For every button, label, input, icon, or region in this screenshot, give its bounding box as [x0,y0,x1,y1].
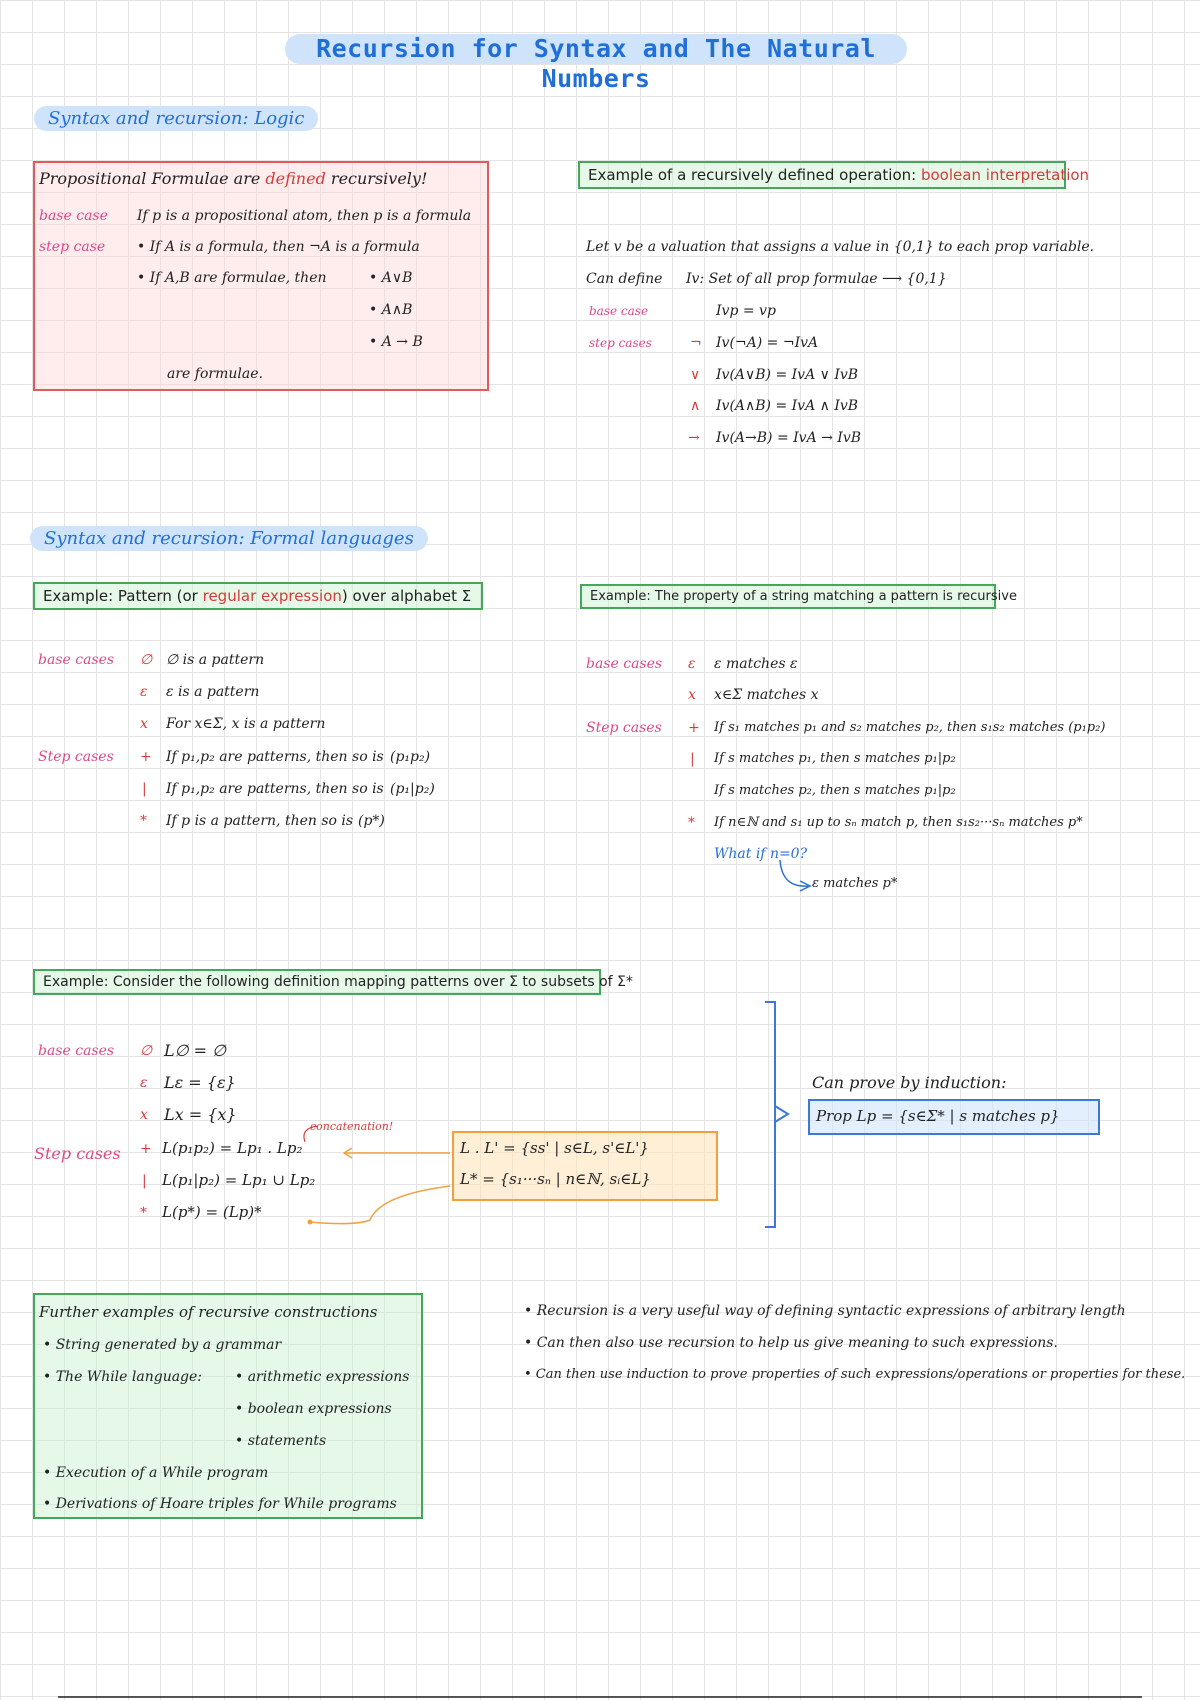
concat-definition: L . L' = {ss' | s∈L, s'∈L'} [460,1139,649,1157]
mapping-header: Example: Consider the following definition mapping patterns over Σ to subsets of Σ* [33,969,601,995]
star-definition: L* = {s₁···sₙ | n∈ℕ, sᵢ∈L} [460,1170,651,1188]
prop-heading-defined: defined [265,169,326,188]
prop-step-label: step case [39,239,106,255]
pattern-header-a: Example: Pattern (or [43,587,203,605]
interp-eq-implies: Iv(A→B) = IvA → IvB [716,430,862,446]
lang-step-text: L(p*) = (Lp)* [162,1203,262,1221]
match-base-sym: ε [688,656,696,672]
lang-base-sym: x [140,1107,148,1123]
pattern-base-label: base cases [38,652,115,668]
prop-footer: are formulae. [167,366,263,382]
proposition-text: Prop Lp = {s∈Σ* | s matches p} [816,1107,1060,1125]
further-item: • The While language: [43,1369,203,1385]
pattern-step-sym: | [142,781,147,797]
lang-base-text: Lε = {ε} [164,1073,236,1092]
further-subitem: • boolean expressions [235,1401,392,1417]
prop-step1: • If A is a formula, then ¬A is a formula [137,239,420,255]
pattern-base-text: ∅ is a pattern [166,652,265,668]
lang-step-text: L(p₁|p₂) = Lp₁ ∪ Lp₂ [162,1171,316,1189]
lang-base-sym: ∅ [140,1043,153,1059]
interpretation-header-a: Example of a recursively defined operation: [588,166,921,184]
prop-formula-implies: • A → B [369,334,423,350]
pattern-step-text: If p is a pattern, then so is [166,813,354,829]
pattern-header-c: ) over alphabet Σ [341,587,472,605]
section-logic-pill: Syntax and recursion: Logic [34,106,318,131]
match-step-text: If s matches p₁, then s matches p₁|p₂ [714,751,956,766]
further-examples-header: Further examples of recursive constructions [39,1303,378,1321]
what-if-question: What if n=0? [714,846,808,862]
match-base-text: x∈Σ matches x [714,687,819,703]
concatenation-note: concatenation! [310,1120,394,1133]
lang-base-label: base cases [38,1043,115,1059]
match-step-sym: * [688,815,695,831]
prop-heading-a: Propositional Formulae are [39,169,266,188]
match-step-text: If n∈ℕ and s₁ up to sₙ match p, then s₁s₂···sₙ matches p* [714,815,1083,830]
interp-base-eq: Ivp = vp [716,303,776,319]
lang-base-text: Lx = {x} [164,1105,237,1124]
pattern-step-res: (p₁p₂) [390,749,431,765]
lang-step-sym: + [140,1141,152,1157]
interp-step-label: step cases [589,336,652,350]
interp-sym-implies: → [688,430,700,446]
pattern-step-text: If p₁,p₂ are patterns, then so is [166,781,384,797]
matching-header: Example: The property of a string matching a pattern is recursive [580,584,996,609]
interp-sym-and: ∧ [690,398,701,414]
match-step-sym: + [688,720,700,736]
match-step-text: If s₁ matches p₁ and s₂ matches p₂, then s₁s₂ matches (p₁p₂) [714,720,1106,735]
summary-note: • Recursion is a very useful way of defining syntactic expressions of arbitrary length [524,1303,1126,1319]
can-prove-label: Can prove by induction: [812,1073,1007,1092]
section-formal-languages-pill: Syntax and recursion: Formal languages [30,526,428,551]
further-item: • Execution of a While program [43,1465,269,1481]
concat-note-curve [304,1126,318,1142]
lang-step-label: Step cases [34,1144,121,1163]
interpretation-header-b: boolean interpretation [920,166,1090,184]
pattern-base-sym: ε [140,684,148,700]
page-title: Recursion for Syntax and The Natural Numbers [285,34,907,64]
pattern-base-sym: x [140,716,148,732]
interp-definition: Iv: Set of all prop formulae ⟶ {0,1} [686,271,947,287]
pattern-header-regex: regular expression [202,587,342,605]
prop-heading-c: recursively! [325,169,428,188]
further-item: • Derivations of Hoare triples for While programs [43,1496,397,1512]
further-subitem: • arithmetic expressions [235,1369,410,1385]
pattern-step-sym: * [140,813,147,829]
can-define-label: Can define [586,271,663,287]
lang-step-sym: | [142,1173,147,1189]
interp-sym-not: ¬ [690,335,702,351]
prop-formula-or: • A∨B [369,270,413,286]
lang-base-sym: ε [140,1075,148,1091]
match-base-text: ε matches ε [714,656,798,672]
match-base-sym: x [688,687,696,703]
pattern-base-text: ε is a pattern [166,684,260,700]
pattern-base-sym: ∅ [140,652,153,668]
interp-eq-not: Iv(¬A) = ¬IvA [716,335,819,351]
pattern-step-res: (p*) [358,813,385,829]
pattern-step-text: If p₁,p₂ are patterns, then so is [166,749,384,765]
match-base-label: base cases [586,656,663,672]
interp-eq-or: Iv(A∨B) = IvA ∨ IvB [716,367,859,383]
pattern-step-label: Step cases [38,749,114,765]
summary-note: • Can then also use recursion to help us give meaning to such expressions. [524,1335,1058,1351]
epsilon-matches-star: ε matches p* [812,876,898,891]
pattern-step-res: (p₁|p₂) [390,781,435,797]
prop-formula-and: • A∧B [369,302,413,318]
summary-note: • Can then use induction to prove properties of such expressions/operations or properties for these. [524,1367,1186,1382]
interp-eq-and: Iv(A∧B) = IvA ∧ IvB [716,398,859,414]
brace-point [775,1106,788,1122]
lang-base-text: L∅ = ∅ [164,1041,227,1060]
prop-step2: • If A,B are formulae, then [137,270,327,286]
star-arrow [310,1186,450,1224]
further-subitem: • statements [235,1433,327,1449]
match-step-text: If s matches p₂, then s matches p₁|p₂ [714,783,956,798]
prop-base-label: base case [39,208,108,224]
interp-base-label: base case [589,304,649,318]
right-brace [765,1002,775,1227]
valuation-line: Let v be a valuation that assigns a value in {0,1} to each prop variable. [586,239,1095,255]
star-arrow-dot [308,1220,313,1225]
match-step-sym: | [690,751,695,767]
further-item: • String generated by a grammar [43,1337,282,1353]
match-step-label: Step cases [586,720,662,736]
pattern-base-text: For x∈Σ, x is a pattern [166,716,326,732]
lang-step-sym: * [140,1205,147,1221]
prop-base-text: If p is a propositional atom, then p is a formula [137,208,472,224]
interp-sym-or: ∨ [690,367,701,383]
lang-step-text: L(p₁p₂) = Lp₁ . Lp₂ [162,1139,303,1157]
pattern-step-sym: + [140,749,152,765]
